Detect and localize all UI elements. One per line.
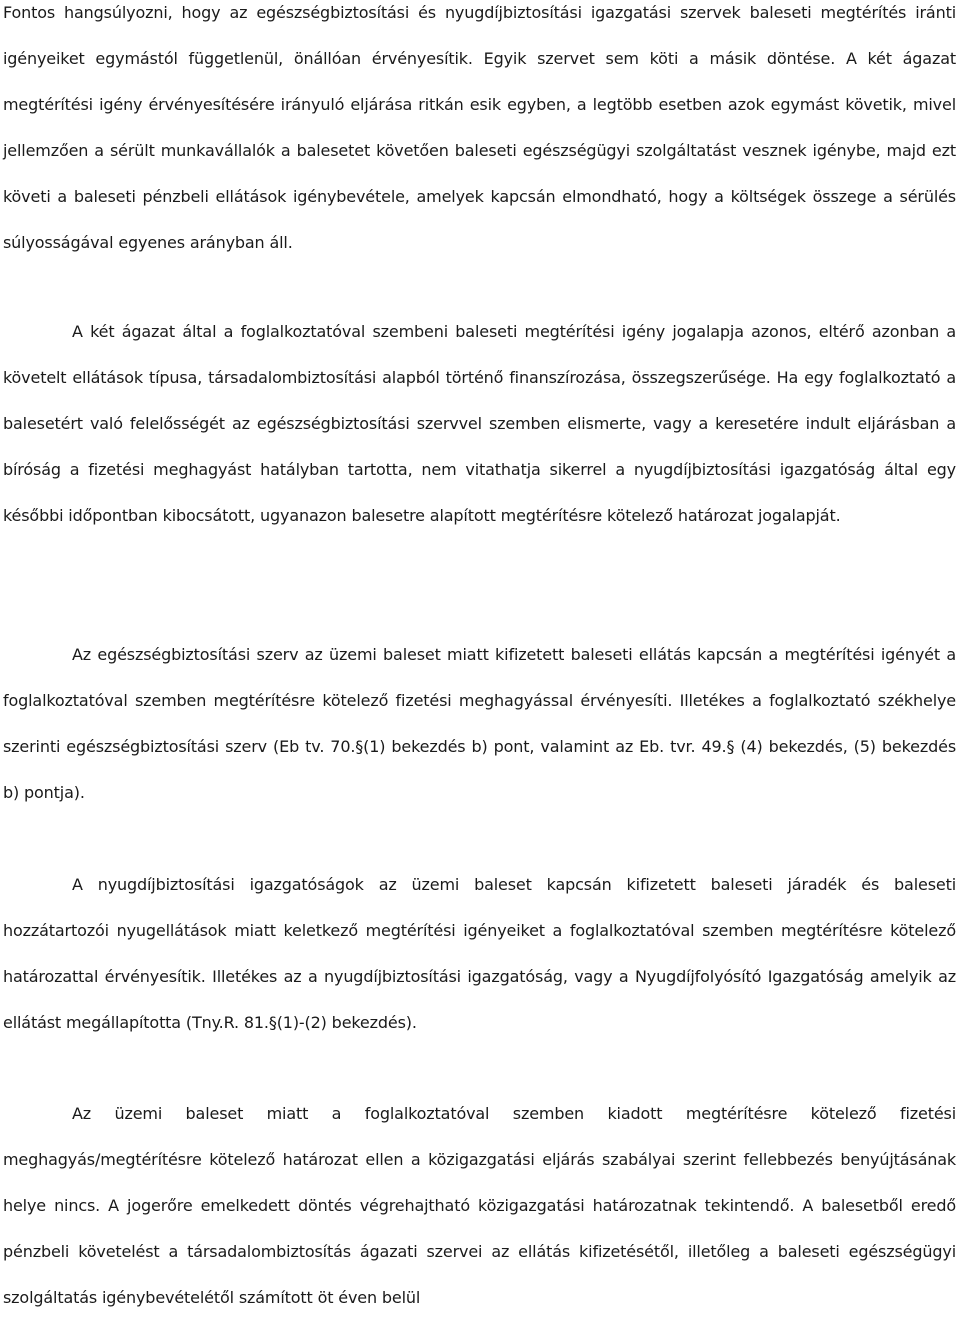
paragraph-2-text: A két ágazat által a foglalkoztatóval szembeni baleseti megtérítési igény jogalapja azonos, eltérő azonban a követelt ellátások típusa, társadalombiztosítási alapból történő finanszírozása, összegszerűsége. Ha egy foglalkoztató a balesetért való felelősségét az egészségbiztosítási szervvel szemben elismerte, vagy a keresetére indult eljárásban a bíróság a fizetési meghagyást hatályban tartotta, nem vitathatja sikerrel a nyugdíjbiztosítási igazgatóság által egy későbbi időpontban kibocsátott, ugyanazon balesetre alapított megtérítésre kötelező határozat jogalapját. <box>3 322 956 525</box>
paragraph-3-text: Az egészségbiztosítási szerv az üzemi baleset miatt kifizetett baleseti ellátás kapcsán a megtérítési igényét a foglalkoztatóval szemben megtérítésre kötelező fizetési meghagyással érvényesíti. Illetékes a foglalkoztató székhelye szerinti egészségbiztosítási szerv (Eb tv. 70.§(1) bekezdés b) pont, valamint az Eb. tvr. 49.§ (4) bekezdés, (5) bekezdés b) pontja). <box>3 645 956 802</box>
paragraph-5-text: Az üzemi baleset miatt a foglalkoztatóval szemben kiadott megtérítésre kötelező fizetési meghagyás/megtérítésre kötelező határozat ellen a közigazgatási eljárás szabályai szerint fellebbezés benyújtásának helye nincs. A jogerőre emelkedett döntés végrehajtható közigazgatási határozatnak tekintendő. A balesetből eredő pénzbeli követelést a társadalombiztosítás ágazati szervei az ellátás kifizetésétől, illetőleg a baleseti egészségügyi szolgáltatás igénybevételétől számított öt éven belül <box>3 1104 956 1307</box>
paragraph-4-text: A nyugdíjbiztosítási igazgatóságok az üzemi baleset kapcsán kifizetett baleseti járadék és baleseti hozzátartozói nyugellátások miatt keletkező megtérítési igényeiket a foglalkoztatóval szemben megtérítésre kötelező határozattal érvényesítik. Illetékes az a nyugdíjbiztosítási igazgatóság, vagy a Nyugdíjfolyósító Igazgatóság amelyik az ellátást megállapította (Tny.R. 81.§(1)-(2) bekezdés). <box>3 875 956 1032</box>
paragraph-2 <box>3 309 956 539</box>
paragraph-4 <box>3 862 956 1046</box>
paragraph-5 <box>3 1091 956 1321</box>
paragraph-1-text: Fontos hangsúlyozni, hogy az egészségbiztosítási és nyugdíjbiztosítási igazgatási szervek baleseti megtérítés iránti igényeiket egymástól függetlenül, önállóan érvényesítik. Egyik szervet sem köti a másik döntése. A két ágazat megtérítési igény érvényesítésére irányuló eljárása ritkán esik egyben, a legtöbb esetben azok egymást követik, mivel jellemzően a sérült munkavállalók a balesetet követően baleseti egészségügyi szolgáltatást vesznek igénybe, majd ezt követi a baleseti pénzbeli ellátások igénybevétele, amelyek kapcsán elmondható, hogy a költségek összege a sérülés súlyosságával egyenes arányban áll. <box>3 3 956 252</box>
paragraph-3 <box>3 632 956 816</box>
paragraph-1 <box>3 0 956 266</box>
